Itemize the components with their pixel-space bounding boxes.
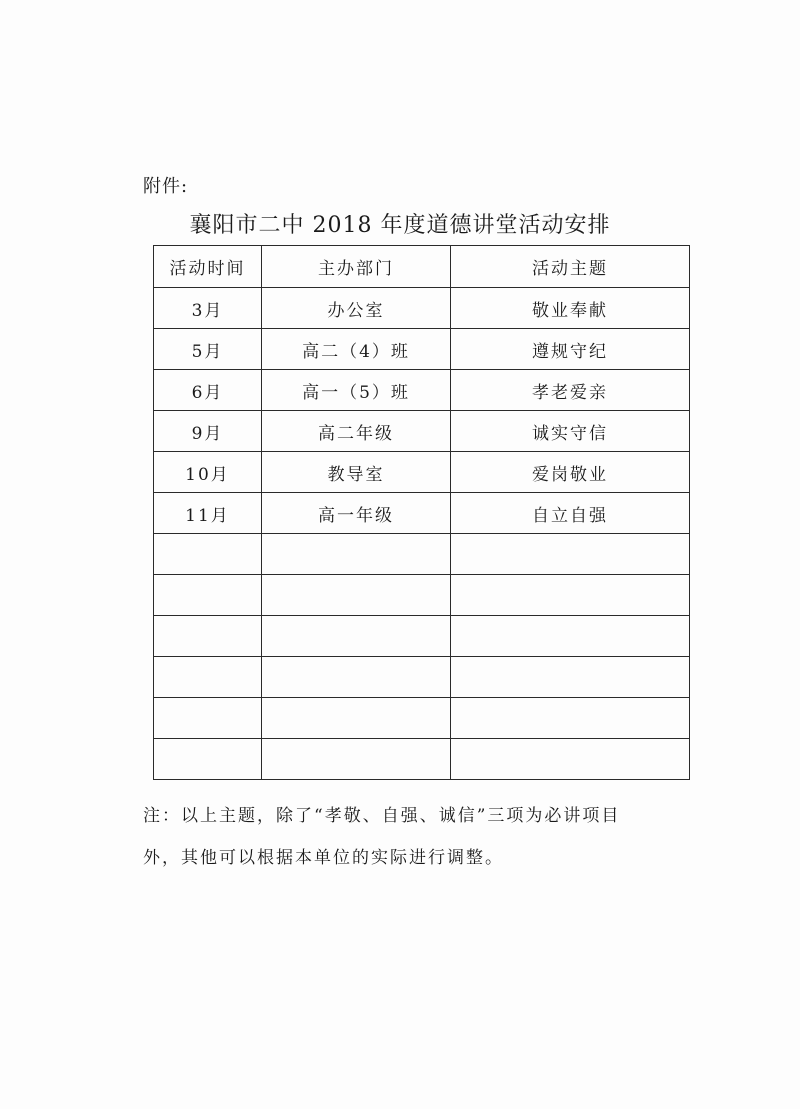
- table-header-row: [154, 246, 690, 288]
- header-activity-theme: 活动主题: [451, 246, 690, 288]
- document-title: 襄阳市二中 2018 年度道德讲堂活动安排: [189, 213, 611, 238]
- header-host-department: 主办部门: [262, 246, 451, 288]
- cell-theme: 诚实守信: [451, 411, 690, 452]
- table-row: [154, 657, 690, 698]
- cell-theme: 遵规守纪: [451, 329, 690, 370]
- cell-department: [262, 739, 451, 780]
- table-row: [154, 698, 690, 739]
- cell-time: 11月: [154, 493, 262, 534]
- cell-department: [262, 657, 451, 698]
- table-row: [154, 329, 690, 370]
- table-row: [154, 411, 690, 452]
- table-row: [154, 575, 690, 616]
- cell-department: 教导室: [262, 452, 451, 493]
- cell-theme: [451, 698, 690, 739]
- cell-time: [154, 616, 262, 657]
- cell-time: [154, 657, 262, 698]
- table-row: [154, 452, 690, 493]
- table-row: [154, 370, 690, 411]
- cell-theme: 自立自强: [451, 493, 690, 534]
- cell-time: [154, 739, 262, 780]
- cell-department: 高二（4）班: [262, 329, 451, 370]
- cell-time: [154, 575, 262, 616]
- table-row: [154, 534, 690, 575]
- cell-time: [154, 534, 262, 575]
- header-activity-time: 活动时间: [154, 246, 262, 288]
- footnote-line-2: 外，其他可以根据本单位的实际进行调整。: [143, 848, 504, 868]
- footnote: [143, 795, 703, 879]
- cell-theme: [451, 575, 690, 616]
- cell-theme: [451, 739, 690, 780]
- cell-theme: 敬业奉献: [451, 288, 690, 329]
- cell-time: 10月: [154, 452, 262, 493]
- cell-time: 5月: [154, 329, 262, 370]
- cell-theme: [451, 616, 690, 657]
- cell-department: [262, 698, 451, 739]
- table-row: [154, 739, 690, 780]
- attachment-label: 附件:: [143, 176, 189, 197]
- cell-theme: [451, 534, 690, 575]
- cell-theme: [451, 657, 690, 698]
- table-row: [154, 288, 690, 329]
- cell-time: 6月: [154, 370, 262, 411]
- cell-time: 9月: [154, 411, 262, 452]
- cell-department: [262, 616, 451, 657]
- cell-department: [262, 575, 451, 616]
- cell-theme: 爱岗敬业: [451, 452, 690, 493]
- cell-department: 高一年级: [262, 493, 451, 534]
- table-row: [154, 616, 690, 657]
- cell-theme: 孝老爱亲: [451, 370, 690, 411]
- table-row: [154, 493, 690, 534]
- footnote-line-1: 注：以上主题，除了“孝敬、自强、诚信”三项为必讲项目: [143, 806, 621, 826]
- cell-department: 办公室: [262, 288, 451, 329]
- cell-department: 高二年级: [262, 411, 451, 452]
- activity-schedule-table: [153, 245, 690, 780]
- cell-time: 3月: [154, 288, 262, 329]
- cell-department: [262, 534, 451, 575]
- cell-department: 高一（5）班: [262, 370, 451, 411]
- cell-time: [154, 698, 262, 739]
